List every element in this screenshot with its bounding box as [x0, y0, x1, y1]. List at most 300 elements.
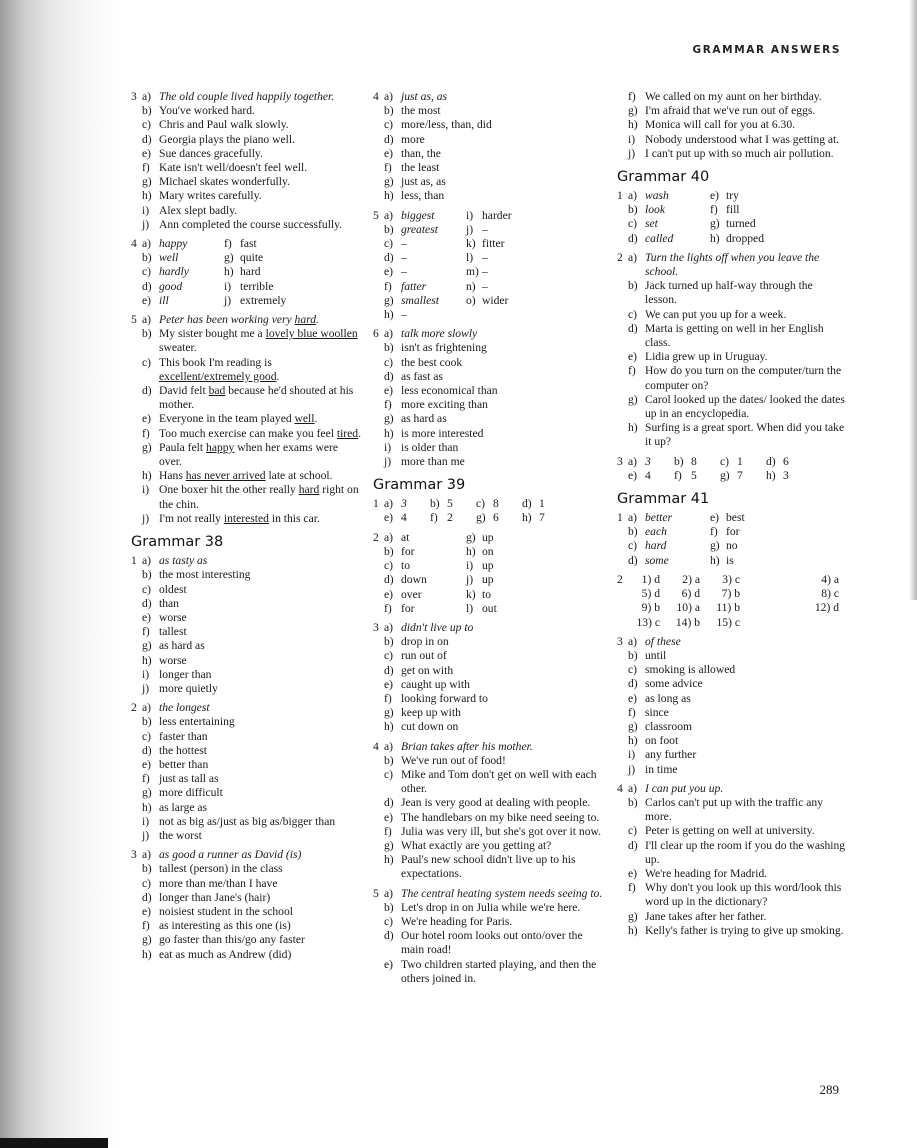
answer-row — [373, 412, 607, 426]
answer-letter: e) — [142, 146, 152, 160]
answer-text: to — [482, 587, 492, 601]
exercise-number — [131, 251, 142, 265]
answer-letter: j) — [142, 511, 150, 525]
exercise-38-3 — [131, 848, 363, 962]
answer-letter: d) — [142, 890, 152, 904]
exercise-number: 1 — [373, 497, 379, 511]
exercise-number — [131, 161, 142, 175]
answer-text: called — [645, 231, 674, 245]
answer-letter: h) — [710, 553, 720, 567]
exercise-number — [617, 910, 628, 924]
answer-text: Why don't you look up this word/look this word up in the dictionary? — [645, 881, 842, 909]
running-header: GRAMMAR ANSWERS — [692, 44, 841, 56]
answer-text: Georgia plays the piano well. — [159, 132, 295, 146]
answer-letter: d) — [142, 132, 152, 146]
exercise-number — [131, 715, 142, 729]
exercise-number — [373, 133, 384, 147]
exercise-number: 2 — [617, 250, 623, 264]
exercise-number — [617, 677, 628, 691]
answer-letter: o) — [466, 293, 476, 307]
exercise-number — [617, 364, 628, 392]
exercise-number: 3 — [373, 620, 379, 634]
answer-row — [617, 322, 847, 350]
answer-text: Paul's new school didn't live up to his expectations. — [401, 853, 576, 881]
answer-text: Marta is getting on well in her English class. — [645, 321, 824, 350]
answer-letter: c) — [384, 559, 394, 573]
answer-letter: e) — [710, 189, 720, 203]
answer-text: harder — [482, 208, 512, 222]
answer-text: 5) d — [641, 587, 660, 601]
answer-text: as interesting as this one (is) — [159, 919, 291, 933]
answer-row — [131, 204, 363, 218]
answer-text: cut down on — [401, 720, 459, 734]
exercise-number: 1 — [617, 511, 623, 525]
answer-text: Brian takes after his mother. — [401, 739, 533, 753]
exercise-number — [617, 203, 628, 217]
answer-text: – — [482, 222, 488, 236]
answer-text: 8 — [493, 497, 499, 511]
answer-row — [131, 772, 363, 786]
answer-text: smallest — [401, 293, 440, 307]
answer-row — [373, 825, 607, 839]
answer-text: biggest — [401, 208, 435, 222]
exercise-39-3 — [373, 621, 607, 735]
answer-text: hard — [240, 265, 261, 279]
answer-text: more quietly — [159, 681, 218, 695]
answer-letter: i) — [142, 483, 150, 497]
answer-text: the best cook — [401, 355, 463, 369]
answer-text: well — [159, 251, 179, 265]
answer-row — [131, 469, 363, 483]
exercise-38-2 — [131, 701, 363, 843]
answer-letter: e) — [384, 957, 394, 971]
answer-letter: f) — [628, 90, 636, 103]
answer-text: Peter is getting on well at university. — [645, 824, 815, 838]
answer-letter: c) — [384, 649, 394, 663]
answer-letter: k) — [466, 587, 476, 601]
exercise-39-5 — [373, 887, 607, 986]
answer-letter: a) — [628, 189, 638, 203]
answer-text: more/less, than, did — [401, 118, 492, 132]
answer-row — [131, 118, 363, 132]
answer-letter: f) — [384, 398, 392, 412]
answer-text: than — [159, 596, 179, 610]
exercise-number — [373, 294, 384, 308]
answer-row — [617, 663, 847, 677]
exercise-number — [373, 678, 384, 692]
answer-row — [131, 554, 363, 568]
answer-text: didn't live up to — [401, 620, 474, 634]
answer-letter: i) — [628, 748, 636, 762]
answer-text: Alex slept badly. — [159, 203, 238, 217]
answer-row — [617, 251, 847, 279]
exercise-number — [373, 720, 384, 734]
answer-row — [131, 90, 363, 104]
answer-row — [373, 118, 607, 132]
answer-text: the hottest — [159, 743, 207, 757]
exercise-number — [131, 218, 142, 232]
answer-letter: e) — [142, 610, 152, 624]
exercise-number: 4 — [131, 237, 137, 251]
answer-text: set — [645, 217, 658, 231]
answer-letter: g) — [224, 251, 234, 265]
answer-row — [131, 786, 363, 800]
exercise-41-3 — [617, 635, 847, 777]
exercise-number — [373, 559, 384, 573]
answer-grid — [373, 497, 607, 525]
answer-letter: d) — [522, 497, 532, 511]
answer-text: Carlos can't put up with the traffic any more. — [645, 795, 823, 824]
answer-letter: a) — [384, 90, 394, 103]
answer-text: less entertaining — [159, 715, 235, 729]
answer-row — [373, 427, 607, 441]
exercise-number: 3 — [617, 634, 623, 648]
answer-row — [131, 625, 363, 639]
answer-row — [617, 677, 847, 691]
answer-text: longer than Jane's (hair) — [159, 890, 271, 904]
answer-letter: c) — [628, 217, 638, 231]
exercise-number — [373, 251, 384, 265]
answer-grid — [373, 531, 607, 616]
answer-text: the most — [401, 104, 441, 118]
answer-text: fatter — [401, 279, 427, 293]
answer-text: – — [401, 308, 407, 322]
answer-letter: f) — [224, 237, 232, 251]
answer-letter: f) — [142, 625, 150, 639]
answer-text: until — [645, 648, 667, 662]
exercise-number — [617, 587, 628, 601]
answer-row — [617, 824, 847, 838]
answer-text: try — [726, 189, 739, 203]
answer-letter: b) — [384, 900, 394, 914]
answer-letter: a) — [384, 327, 394, 341]
exercise-37-5 — [131, 313, 363, 526]
exercise-37-4 — [131, 237, 363, 308]
answer-letter: h) — [384, 853, 394, 867]
exercise-number — [131, 639, 142, 653]
answer-text: 12) d — [814, 601, 839, 615]
answer-letter: l) — [466, 601, 474, 615]
exercise-number — [373, 384, 384, 398]
exercise-number — [617, 104, 628, 118]
answer-letter: e) — [142, 293, 152, 307]
answer-text: smoking is allowed — [645, 663, 736, 677]
answer-letter: e) — [384, 384, 394, 398]
answer-letter: f) — [384, 824, 392, 838]
answer-row — [131, 905, 363, 919]
exercise-41-1 — [617, 511, 847, 568]
answer-text: 1 — [737, 454, 743, 468]
answer-text: more exciting than — [401, 398, 488, 412]
answer-row — [617, 867, 847, 881]
answer-text: each — [645, 525, 667, 539]
answer-row — [617, 350, 847, 364]
exercise-number — [373, 545, 384, 559]
answer-row — [373, 175, 607, 189]
answer-text: I'm not really interested in this car. — [159, 511, 320, 525]
answer-letter: j) — [224, 293, 232, 307]
answer-text: at — [401, 530, 410, 544]
answer-row — [131, 877, 363, 891]
answer-text: keep up with — [401, 706, 461, 720]
answer-text: Our hotel room looks out onto/over the main road! — [401, 929, 583, 957]
answer-text: looking forward to — [401, 691, 488, 705]
exercise-number — [617, 692, 628, 706]
exercise-40-3 — [617, 455, 847, 483]
answer-text: tallest — [159, 625, 187, 639]
answer-letter: b) — [384, 222, 394, 236]
exercise-number — [617, 525, 628, 539]
answer-text: 6 — [493, 511, 499, 525]
exercise-number — [131, 568, 142, 582]
answer-letter: h) — [766, 468, 776, 482]
answer-row — [373, 740, 607, 754]
answer-text: wider — [482, 293, 509, 307]
answer-text: 5 — [447, 497, 453, 511]
answer-row — [131, 668, 363, 682]
answer-row — [617, 364, 847, 392]
answer-text: 6 — [783, 454, 789, 468]
column-2 — [373, 90, 607, 991]
exercise-37-3 — [131, 90, 363, 232]
answer-text: as large as — [159, 800, 208, 814]
answer-letter: c) — [628, 663, 638, 677]
answer-row — [131, 161, 363, 175]
answer-row — [373, 356, 607, 370]
answer-text: 3 — [401, 497, 407, 511]
answer-text: Hans has never arrived late at school. — [159, 469, 333, 483]
answer-row — [617, 763, 847, 777]
answer-text: down — [401, 573, 427, 587]
exercise-number — [617, 649, 628, 663]
answer-letter: g) — [628, 392, 638, 406]
exercise-number: 6 — [373, 327, 379, 341]
answer-letter: b) — [384, 104, 394, 118]
exercise-number — [131, 786, 142, 800]
exercise-38-4 — [373, 90, 607, 204]
answer-letter: i) — [466, 208, 474, 222]
answer-letter: f) — [710, 203, 718, 217]
answer-letter: e) — [628, 866, 638, 880]
answer-row — [131, 891, 363, 905]
answer-letter: b) — [142, 251, 152, 265]
answer-row — [373, 768, 607, 796]
answer-letter: k) — [466, 237, 476, 251]
answer-text: caught up with — [401, 677, 470, 691]
answer-letter: e) — [384, 587, 394, 601]
exercise-number: 4 — [373, 739, 379, 753]
answer-row — [131, 715, 363, 729]
answer-text: 15) c — [716, 615, 740, 629]
answer-text: Peter has been working very hard. — [159, 313, 319, 327]
answer-text: ill — [159, 293, 169, 307]
answer-row — [617, 881, 847, 909]
answer-letter: e) — [628, 350, 638, 364]
answer-letter: f) — [628, 364, 636, 378]
answer-grid — [131, 237, 363, 308]
answer-row — [131, 384, 363, 412]
answer-letter: g) — [142, 175, 152, 189]
answer-row — [617, 118, 847, 132]
column-3 — [617, 90, 847, 943]
answer-letter: b) — [384, 753, 394, 767]
answer-text: – — [482, 251, 488, 265]
exercise-number — [131, 891, 142, 905]
answer-letter: f) — [384, 279, 392, 293]
answer-letter: j) — [466, 222, 474, 236]
answer-row — [131, 597, 363, 611]
exercise-number — [617, 706, 628, 720]
answer-letter: h) — [710, 231, 720, 245]
exercise-number — [373, 588, 384, 602]
answer-text: just as, as — [401, 175, 446, 189]
exercise-number — [373, 649, 384, 663]
answer-letter: f) — [384, 161, 392, 175]
answer-letter: a) — [628, 781, 638, 795]
answer-text: 3 — [645, 454, 651, 468]
exercise-number — [617, 796, 628, 824]
answer-text: 1 — [539, 497, 545, 511]
answer-letter: c) — [384, 237, 394, 251]
answer-row — [617, 393, 847, 421]
exercise-number — [131, 147, 142, 161]
exercise-number: 3 — [131, 90, 137, 103]
answer-letter: d) — [142, 743, 152, 757]
answer-letter: b) — [430, 497, 440, 511]
answer-letter: d) — [384, 369, 394, 383]
answer-text: dropped — [726, 231, 764, 245]
answer-row — [617, 796, 847, 824]
answer-letter: h) — [384, 426, 394, 440]
exercise-40-2 — [617, 251, 847, 450]
answer-row — [373, 664, 607, 678]
exercise-number — [617, 663, 628, 677]
exercise-number: 4 — [617, 781, 623, 795]
answer-text: – — [482, 279, 488, 293]
answer-row — [373, 706, 607, 720]
answer-text: Kate isn't well/doesn't feel well. — [159, 161, 308, 175]
answer-letter: a) — [628, 634, 638, 648]
answer-text: noisiest student in the school — [159, 904, 293, 918]
answer-letter: f) — [384, 601, 392, 615]
exercise-number — [131, 118, 142, 132]
answer-row — [373, 929, 607, 957]
column-1 — [131, 90, 363, 967]
answer-text: 1) d — [641, 572, 660, 586]
exercise-number: 2 — [617, 572, 623, 586]
answer-letter: d) — [384, 929, 394, 943]
answer-grid — [617, 573, 847, 630]
exercise-number — [131, 189, 142, 203]
answer-text: We're heading for Paris. — [401, 914, 513, 928]
answer-text: – — [482, 265, 488, 279]
exercise-number — [131, 104, 142, 118]
answer-text: classroom — [645, 719, 693, 733]
answer-text: How do you turn on the computer/turn the computer on? — [645, 364, 842, 392]
answer-text: just as, as — [401, 90, 448, 103]
exercise-number — [373, 280, 384, 294]
answer-letter: d) — [628, 231, 638, 245]
answer-text: for — [401, 601, 415, 615]
answer-letter: c) — [142, 355, 152, 369]
exercise-number — [131, 730, 142, 744]
answer-row — [373, 147, 607, 161]
answer-letter: g) — [628, 104, 638, 118]
answer-letter: j) — [142, 828, 150, 842]
page-edge-shadow — [909, 0, 917, 600]
answer-letter: h) — [384, 189, 394, 203]
answer-row — [373, 915, 607, 929]
answer-row — [131, 701, 363, 715]
answer-letter: m) — [466, 265, 479, 279]
exercise-number — [617, 839, 628, 867]
answer-text: good — [159, 279, 183, 293]
exercise-39-1 — [373, 497, 607, 525]
answer-text: Let's drop in on Julia while we're here. — [401, 900, 581, 914]
answer-row — [131, 568, 363, 582]
answer-text: isn't as frightening — [401, 341, 487, 355]
answer-letter: h) — [466, 544, 476, 558]
answer-letter: j) — [628, 762, 636, 776]
answer-letter: f) — [628, 881, 636, 895]
answer-letter: d) — [384, 573, 394, 587]
exercise-number — [131, 948, 142, 962]
answer-text: 3) c — [722, 572, 740, 586]
exercise-number — [373, 370, 384, 384]
exercise-number — [131, 905, 142, 919]
exercise-number: 5 — [373, 886, 379, 900]
answer-letter: b) — [628, 279, 638, 293]
answer-letter: b) — [628, 648, 638, 662]
answer-text: The handlebars on my bike need seeing to. — [401, 810, 600, 824]
answer-row — [617, 782, 847, 796]
answer-row — [131, 611, 363, 625]
exercise-number — [373, 341, 384, 355]
answer-text: run out of — [401, 649, 447, 663]
answer-text: go faster than this/go any faster — [159, 933, 305, 947]
answer-row — [617, 308, 847, 322]
exercise-number — [373, 356, 384, 370]
exercise-number — [373, 664, 384, 678]
answer-letter: i) — [466, 559, 474, 573]
answer-letter: c) — [142, 118, 152, 132]
exercise-number — [373, 147, 384, 161]
exercise-number — [131, 597, 142, 611]
answer-row — [131, 815, 363, 829]
answer-letter: j) — [628, 146, 636, 160]
answer-text: 2 — [447, 511, 453, 525]
answer-letter: h) — [628, 923, 638, 937]
answer-text: This book I'm reading is excellent/extremely good. — [159, 355, 280, 383]
answer-text — [482, 308, 607, 322]
exercise-number — [373, 825, 384, 839]
answer-letter: f) — [142, 772, 150, 786]
exercise-number — [617, 279, 628, 307]
answer-text: I can put you up. — [645, 781, 724, 795]
answer-letter: e) — [710, 511, 720, 525]
answer-text: Paula felt happy when her exams were over. — [159, 440, 339, 469]
exercise-number — [373, 511, 384, 525]
exercise-number — [131, 654, 142, 668]
answer-row — [131, 189, 363, 203]
answer-text: 4) a — [821, 572, 839, 586]
exercise-number — [131, 801, 142, 815]
answer-text: the longest — [159, 701, 210, 715]
answer-letter: e) — [142, 904, 152, 918]
answer-row — [373, 720, 607, 734]
answer-letter: j) — [142, 681, 150, 695]
answer-letter: f) — [142, 426, 150, 440]
